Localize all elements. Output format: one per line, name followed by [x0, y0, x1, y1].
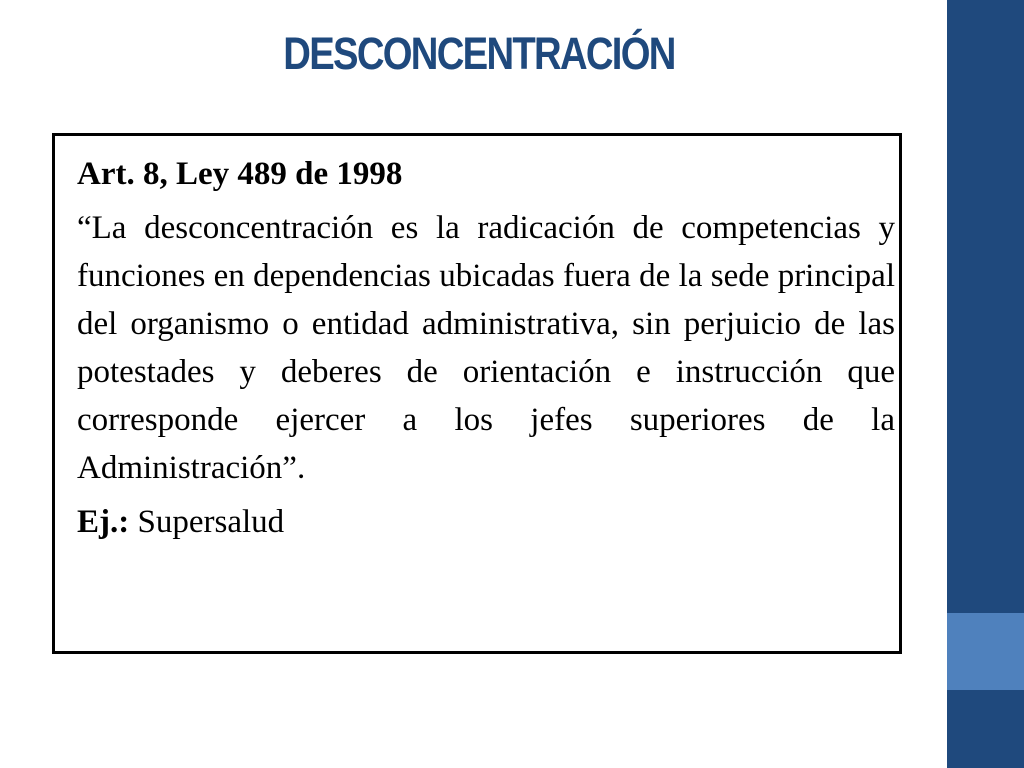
content-text: [77, 150, 895, 546]
example-value: Supersalud: [129, 504, 285, 540]
example-line: [77, 498, 895, 546]
slide-title: DESCONCENTRACIÓN: [283, 28, 675, 79]
example-label: Ej.:: [77, 504, 130, 540]
law-reference: Art. 8, Ley 489 de 1998: [77, 156, 403, 192]
law-quote: “La desconcentración es la radicación de competencias y funciones en dependencias ubicadas fuera de la sede principal del organismo o entidad administrativa, sin perjuicio de las potestades y deberes de orientación e instrucción que corresponde ejercer a los jefes superiores de la Administración”.: [77, 210, 895, 486]
content-box: [52, 133, 902, 654]
side-bar-accent-block: [947, 613, 1024, 690]
